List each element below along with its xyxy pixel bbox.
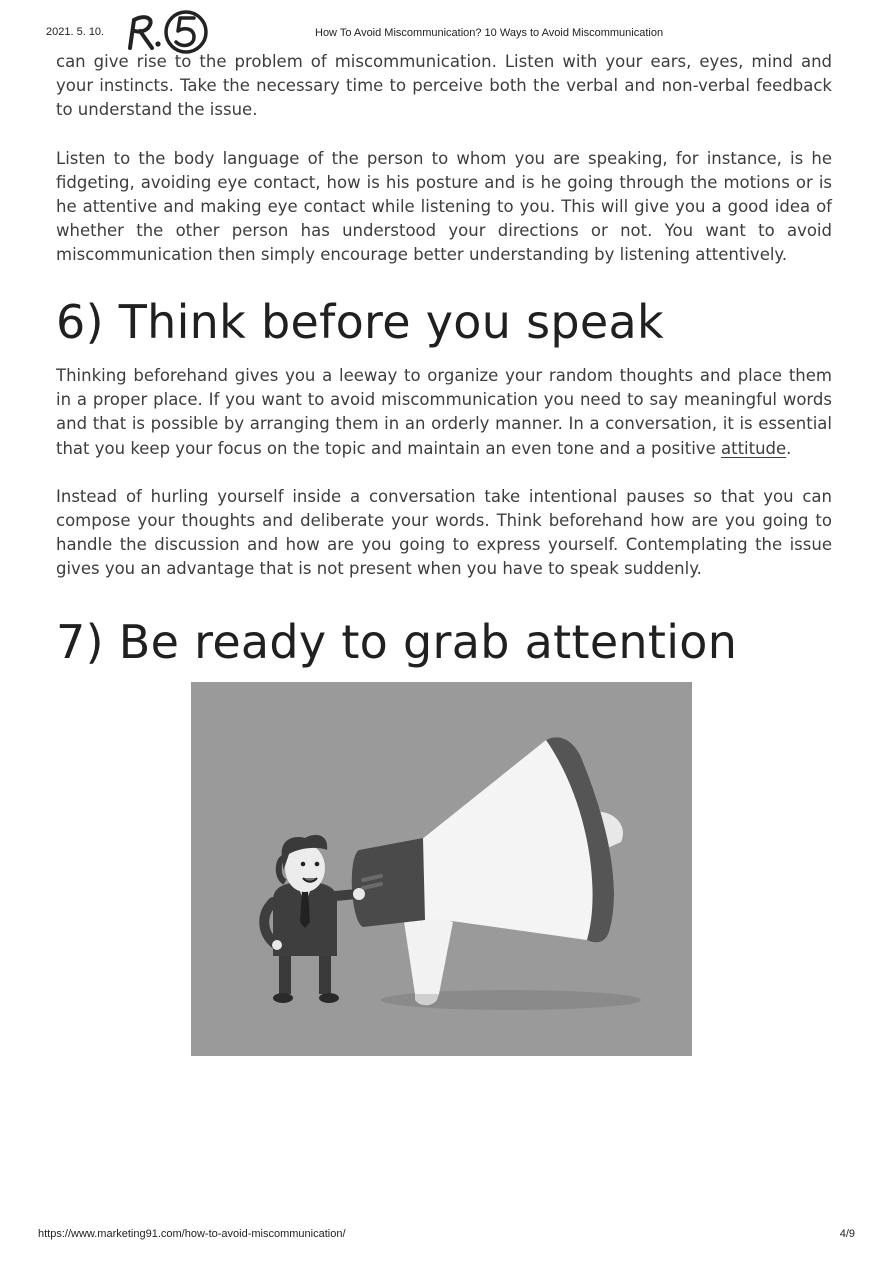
section-7-heading: 7) Be ready to grab attention (56, 615, 738, 669)
section-6-heading: 6) Think before you speak (56, 295, 664, 349)
megaphone-illustration (191, 682, 692, 1056)
handwritten-mark-logo (118, 6, 213, 56)
intro-paragraph-1: can give rise to the problem of miscommunication. Listen with your ears, eyes, mind and your instincts. Take the necessary time to perceive both the verbal and non-verbal feedback to understand the issue. (56, 52, 832, 120)
intro-block (56, 50, 832, 268)
print-title: How To Avoid Miscommunication? 10 Ways to Avoid Miscommunication (315, 27, 664, 39)
section-6-paragraph-2: Instead of hurling yourself inside a conversation take intentional pauses so that you can compose your thoughts and deliberate your words. Think beforehand how are you going to handle the discussion and how are you going to express yourself. Contemplating the issue gives you an advantage that is not present when you have to speak suddenly. (56, 486, 832, 579)
print-footer (0, 1226, 893, 1246)
print-date: 2021. 5. 10. (46, 26, 105, 38)
footer-url: https://www.marketing91.com/how-to-avoid-miscommunication/ (38, 1228, 346, 1240)
section-6-paragraph-1-end: . (786, 438, 792, 458)
footer-page-number: 4/9 (839, 1228, 855, 1240)
attitude-link[interactable]: attitude (720, 438, 787, 458)
section-6-paragraph-1 (56, 364, 832, 461)
section-think-before-speak (56, 292, 832, 582)
section-grab-attention (56, 612, 832, 672)
section-6-paragraph-1-text: Thinking beforehand gives you a leeway to organize your random thoughts and place them in a proper place. If you want to avoid miscommunication you need to say meaningful words and that is possible by arranging them in an orderly manner. In a conversation, it is essential that you keep your focus on the topic and maintain an even tone and a positive (56, 366, 832, 458)
intro-paragraph-2: Listen to the body language of the person to whom you are speaking, for instance, is he fidgeting, avoiding eye contact, how is his posture and is he going through the motions or is he attentive and making eye contact while listening to you. This will give you a good idea of whether the other person has understood your directions or not. You want to avoid miscommunication then simply encourage better understanding by listening attentively. (56, 148, 832, 265)
megaphone-businessman-image (191, 682, 692, 1056)
